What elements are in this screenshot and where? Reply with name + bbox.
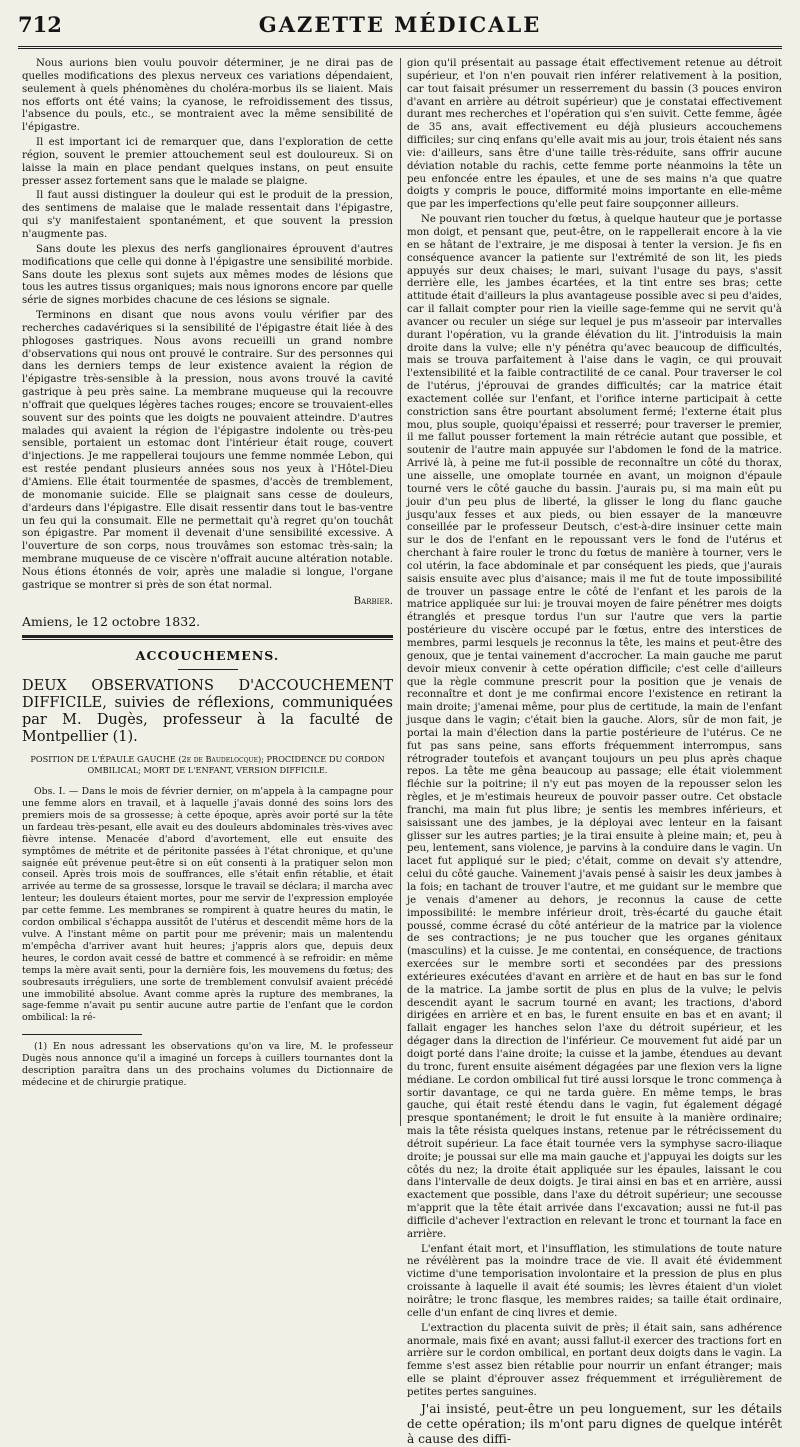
date-line: Amiens, le 12 octobre 1832. [22, 614, 201, 630]
paragraph: Terminons en disant que nous avons voulu vérifier par des recherches cadavériques si la sensibilité de l'épigastre était liée à des phlogoses gastriques. Nous avons recueilli un grand nombre d'observations qui nous ont prouvé le contraire. Sur des personnes qui dans les derniers temps de leur existence avaient la région de l'épigastre très-sensible à la pression, nous avons trouvé la cavité gastrique à peu près saine. La membrane muqueuse qui la recouvre n'offrait que quelques légères taches rouges; encore se trouvaient-elles souvent sur des points que les doigts ne pouvaient atteindre. D'autres malades qui avaient la région de l'épigastre indolente ou très-peu sensible, portaient un estomac dont l'intérieur était rouge, couvert d'injections. Je me rappellerai toujours une femme nommée Lebon, qui est restée pendant plusieurs années sous nos yeux à l'Hôtel-Dieu d'Amiens. Elle était tourmentée de spasmes, d'accès de tremblement, de monomanie suicide. Elle se plaignait sans cesse de douleurs, d'ardeurs dans l'épigastre. Elle disait ressentir dans tout le bas-ventre un feu qui la consumait. Elle ne permettait qu'à regret qu'on touchât son épigastre. Par moment il devenait d'une sensibilité excessive. A l'ouverture de son corps, nous trouvâmes son estomac très-sain; la membrane muqueuse de ce viscère n'offrait aucune altération notable. Nous étions étonnés de voir, après une maladie si longue, l'organe gastrique se montrer si près de son état normal. [22, 310, 393, 591]
short-divider [178, 669, 238, 670]
header-rule [18, 46, 782, 49]
page-number: 712 [18, 12, 62, 37]
author-signature: Barbier. [353, 595, 393, 607]
paragraph: Ne pouvant rien toucher du fœtus, à quelque hauteur que je portasse mon doigt, et pensant que, peut-être, on le rappellerait encore à la vie en se hâtant de l'extraire, je me disposai à tenter la version. Je fis en conséquence avancer la patiente sur l'extrémité de son lit, les pieds appuyés sur deux chaises; le mari, suivant l'usage du pays, s'assit derrière elle, les jambes écartées, et la tint entre ses bras; cette attitude était d'ailleurs la plus avantageuse possible avec si peu d'aides, car il fallait compter pour rien la vieille sage-femme qui ne servit qu'à avancer ou reculer un siége sur lequel je pus m'asseoir par intervalles durant l'opération, vu la grande élévation du lit. J'introduisis la main droite dans la vulve; elle n'y pénétra qu'avec beaucoup de difficultés, mais se trouva parfaitement à l'aise dans le vagin, ce qui prouvait l'extensibilité et la faible contractilité de ce canal. Pour traverser le col de l'utérus, j'éprouvai de grandes difficultés; car la matrice était exactement collée sur l'enfant, et l'orifice interne participait à cette constriction sans être pourtant absolument fermé; l'externe était plus mou, plus souple, quoiqu'épaissi et resserré; pour traverser le premier, il me fallut pousser fortement la main rétrécie autant que possible, et soutenir de l'autre main appuyée sur l'abdomen le fond de la matrice. Arrivé là, à peine me fut-il possible de reconnaître un côté du thorax, une aisselle, une omoplate tournée en avant, un moignon d'épaule tourné vers le côté gauche du bassin. J'aurais pu, si ma main eût pu jouir d'un peu plus de liberté, la glisser le long du flanc gauche jusqu'aux fesses et aux pieds, ou bien essayer de la manœuvre conseillée par le professeur Deutsch, c'est-à-dire insinuer cette main sur le dos de l'enfant en le repoussant vers le fond de l'utérus et cherchant à faire rouler le tronc du fœtus de manière à tourner, vers le col utérin, la face abdominale et par conséquent les pieds, que j'aurais saisis ensuite avec plus d'aisance; mais il me fut de toute impossibilité de trouver un passage entre le côté de l'enfant et les parois de la matrice appliquée sur lui: je trouvai moyen de faire pénétrer mes doigts étranglés et presque tordus l'un sur l'autre que vers la partie postérieure du viscère occupé par le fœtus, entre des interstices de membres, parmi lesquels je reconnus la tête, les mains et peut-être des genoux, que je tentai vainement d'accrocher. La main gauche me parut devoir mieux convenir à cette opération difficile; c'est celle d'ailleurs que la règle commune prescrit pour la position que je venais de reconnaître et dont je me confirmai encore l'existence en retirant la main droite; j'amenai même, pour plus de certitude, la main de l'enfant jusque dans le vagin; c'était bien la gauche. Alors, sûr de mon fait, je portai la main d'élection dans la partie postérieure de l'utérus. Ce ne fut pas sans peine, sans efforts fréquemment interrompus, sans rétrograder toutefois et avançant toujours un peu plus après chaque repos. La tête me gêna beaucoup au passage; elle était violemment fléchie sur la poitrine; il n'y eut pas moyen de la repousser selon les règles, et je m'estimais heureux de pouvoir passer outre. Cet obstacle franchi, ma main fut plus libre; je sentis les membres inférieurs, et saisissant une des jambes, je la déployai avec lenteur en la faisant glisser sur les autres parties; je la tirai ensuite à pleine main; et, peu à peu, lentement, sans violence, je parvins à la conduire dans le vagin. Un lacet fut appliqué sur le pied; c'était, comme on devait s'y attendre, celui du côté gauche. Vainement j'avais pensé à saisir les deux jambes à la fois; en tachant de trouver l'autre, et me guidant sur le membre que je venais d'amener au dehors, je reconnus la cause de cette impossibilité: le membre inférieur droit, très-écarté du gauche était poussé, comme écrasé du côté antérieur de la matrice par la violence de ses contractions; je ne pus toucher que les organes génitaux (masculins) et la cuisse. Je me contentai, en conséquence, de tractions exercées sur le membre sorti et secondées par des pressions extérieures exécutées d'avant en arrière et de haut en bas sur le fond de la matrice. La jambe sortit de plus en plus de la vulve; le pelvis descendit ayant le sacrum tourné en avant; les tractions, d'abord dirigées en arrière et en bas, le furent ensuite en bas et en avant; il fallait engager les hanches selon l'axe du détroit supérieur, et les dégager dans la direction de l'inférieur. Ce mouvement fut aidé par un doigt porté dans l'aine droite; la cuisse et la jambe, étendues au devant du tronc, furent ensuite aisément dégagées par une flexion vers la ligne médiane. Le cordon ombilical fut tiré aussi lorsque le tronc commença à sortir davantage, ce qui ne tarda guère. En même temps, le bras gauche, qui était resté étendu dans le vagin, fut également dégagé presque spontanément; le droit le fut ensuite à la manière ordinaire; mais la tête résista quelques instans, retenue par le rétrécissement du détroit supérieur. La face était tournée vers la symphyse sacro-iliaque droite; je poussai sur elle ma main gauche et j'appuyai les doigts sur les côtés du nez; la droite était appliquée sur les épaules, laissant le cou dans l'intervalle de deux doigts. Je tirai ainsi en bas et en arrière, aussi exactement que possible, dans l'axe du détroit supérieur; une secousse m'apprit que la tête était arrivée dans l'excavation; aussi ne fut-il pas difficile d'achever l'extraction en relevant le tronc et tournant la face en arrière. [407, 214, 782, 1240]
observation-text: Obs. I. — Dans le mois de février dernier, on m'appela à la campagne pour une femme alors en travail, et à laquelle j'avais donné des soins lors des premiers mois de sa grossesse; à cette époque, après avoir porté sur la tête un fardeau très-pesant, elle avait eu des douleurs abdominales très-vives avec fièvre intense. Menacée d'abord d'avortement, elle eut ensuite des symptômes de métrite et de péritonite passées à l'état chronique, et qu'une saignée eût prévenue peut-être si on eût consenti à la pratiquer selon mon conseil. Après trois mois de souffrances, elle s'était enfin rétablie, et était arrivée au terme de sa grossesse, lorsque le travail se déclara; il marcha avec lenteur; les douleurs étaient mortes, pour me servir de l'expression employée par cette femme. Les membranes se rompirent à quatre heures du matin, le cordon ombilical s'échappa aussitôt de l'utérus et descendit même hors de la vulve. A l'instant même on partit pour me prévenir; mais un malentendu m'empêcha d'arriver avant huit heures; j'appris alors que, depuis deux heures, le cordon avait cessé de battre et commencé à se refroidir: en même temps la mère avait senti, pour la dernière fois, les mouvemens du fœtus; des soubresauts irréguliers, une sorte de tremblement convulsif avaient précédé une immobilité absolue. Avant comme après la rupture des membranes, la sage-femme n'avait pu sentir aucune autre partie de l'enfant que le cordon ombilical: la ré- [22, 786, 393, 1024]
section-rule-thin [22, 639, 393, 640]
paragraph: Il est important ici de remarquer que, dans l'exploration de cette région, souvent le premier attouchement seul est douloureux. Si on laisse la main en place pendant quelques instans, on peut ensuite presser assez fortement sans que le malade se plaigne. [22, 137, 393, 187]
journal-title: GAZETTE MÉDICALE [258, 12, 542, 37]
article-subtitle: POSITION DE L'ÉPAULE GAUCHE (2e de Baudelocque); PROCIDENCE DU CORDON OMBILICAL; MORT DE L'ENFANT, VERSION DIFFICILE. [30, 754, 385, 776]
section-rule [22, 635, 393, 638]
paragraph: gion qu'il présentait au passage était effectivement retenue au détroit supérieur, et l'on n'en pouvait rien inférer relativement à la position, car tout faisait présumer un resserrement du bassin (3 pouces environ d'avant en arrière au détroit supérieur) que je constatai effectivement durant mes recherches et l'opération qui s'en suivit. Cette femme, âgée de 35 ans, avait effectivement eu déjà plusieurs accouchemens difficiles; sur cinq enfans qu'elle avait mis au jour, trois étaient nés sans vie: d'ailleurs, sans être d'une taille très-réduite, sans offrir aucune déviation notable du rachis, cette femme porte néanmoins la tête un peu enfoncée entre les épaules, et une de ses mains n'a que quatre doigts y compris le pouce, difformité moins importante en elle-même que par les imperfections qu'elle peut faire soupçonner ailleurs. [407, 58, 782, 211]
footnote-rule [22, 1034, 142, 1035]
paragraph: L'extraction du placenta suivit de près; il était sain, sans adhérence anormale, mais fixé en avant; aussi fallut-il exercer des tractions fort en arrière sur le cordon ombilical, en portant deux doigts dans le vagin. La femme s'est assez bien rétablie pour nourrir un enfant étranger; mais elle se plaint d'éprouver assez fréquemment et irrégulièrement de petites pertes sanguines. [407, 1322, 782, 1398]
paragraph: Nous aurions bien voulu pouvoir déterminer, je ne dirai pas de quelles modifications des plexus nerveux ces variations dépendaient, seulement à quels phénomènes du choléra-morbus ils se liaient. Mais nos efforts ont été vains; la cyanose, le refroidissement des tissus, l'absence du pouls, etc., se montraient avec la même sensibilité de l'épigastre. [22, 58, 393, 134]
section-heading: ACCOUCHEMENS. [135, 648, 280, 664]
right-column [407, 58, 782, 1446]
paragraph: L'enfant était mort, et l'insufflation, les stimulations de toute nature ne révélèrent pas la moindre trace de vie. Il avait été évidemment victime d'une temporisation involontaire et la pression de plus en plus croissante à laquelle il avait été soumis; les lèvres étaient d'un violet noirâtre; le tronc flasque, les membres raides; sa taille était ordinaire, celle d'un enfant de cinq livres et demie. [407, 1243, 782, 1319]
left-column [22, 58, 393, 1128]
column-separator [400, 58, 401, 1126]
paragraph: Sans doute les plexus des nerfs ganglionaires éprouvent d'autres modifications que celle qui donne à l'épigastre une sensibilité morbide. Sans doute les plexus sont sujets aux mêmes modes de lésions que tous les autres tissus organiques; mais nous ignorons encore par quelle série de signes morbides chacune de ces lésions se signale. [22, 243, 393, 307]
footnote: (1) En nous adressant les observations qu'on va lire, M. le professeur Dugès nous annonce qu'il a imaginé un forceps à cuillers tournantes dont la description paraîtra dans un des prochains volumes du Dictionnaire de médecine et de chirurgie pratique. [22, 1041, 393, 1088]
closing-paragraph: J'ai insisté, peut-être un peu longuement, sur les détails de cette opération; ils m'ont paru dignes de quelque intérêt à cause des diffi- [407, 1401, 782, 1446]
observation-block [22, 786, 393, 1024]
paragraph: Il faut aussi distinguer la douleur qui est le produit de la pression, des sentimens de malaise que le malade ressentait dans l'épigastre, qui s'y manifestaient spontanément, et que souvent la pression n'augmente pas. [22, 190, 393, 240]
page-header [18, 12, 782, 46]
article-title: DEUX OBSERVATIONS D'ACCOUCHEMENT DIFFICILE, suivies de réflexions, communiquées par M. Dugès, professeur à la faculté de Montpellier (1). [22, 678, 393, 746]
